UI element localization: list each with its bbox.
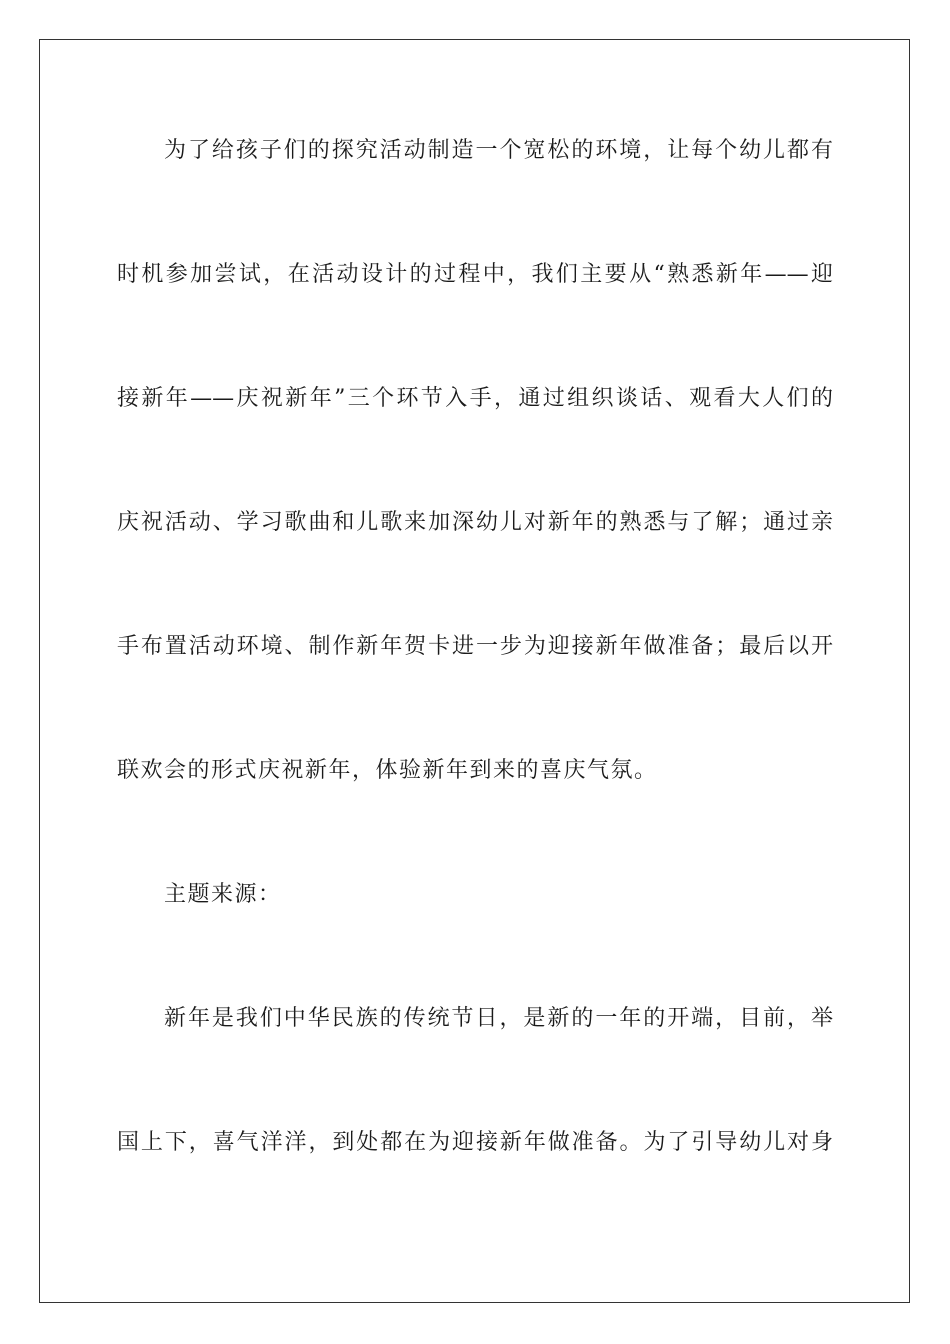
paragraph-1-line-5: 手布置活动环境、制作新年贺卡进一步为迎接新年做准备；最后以开 xyxy=(117,634,833,659)
paragraph-1-line-3: 接新年——庆祝新年”三个环节入手，通过组织谈话、观看大人们的 xyxy=(117,386,833,411)
page-border xyxy=(39,39,910,1303)
section-heading-theme-source: 主题来源： xyxy=(164,882,282,907)
paragraph-1-line-2: 时机参加尝试，在活动设计的过程中，我们主要从“熟悉新年——迎 xyxy=(117,262,833,287)
paragraph-1-line-1: 为了给孩子们的探究活动制造一个宽松的环境，让每个幼儿都有 xyxy=(164,138,833,163)
paragraph-2-line-2: 国上下，喜气洋洋，到处都在为迎接新年做准备。为了引导幼儿对身 xyxy=(117,1130,833,1155)
paragraph-2-line-1: 新年是我们中华民族的传统节日，是新的一年的开端，目前，举 xyxy=(164,1006,833,1031)
paragraph-1-line-4: 庆祝活动、学习歌曲和儿歌来加深幼儿对新年的熟悉与了解；通过亲 xyxy=(117,510,833,535)
paragraph-1-line-6: 联欢会的形式庆祝新年，体验新年到来的喜庆气氛。 xyxy=(117,758,658,783)
